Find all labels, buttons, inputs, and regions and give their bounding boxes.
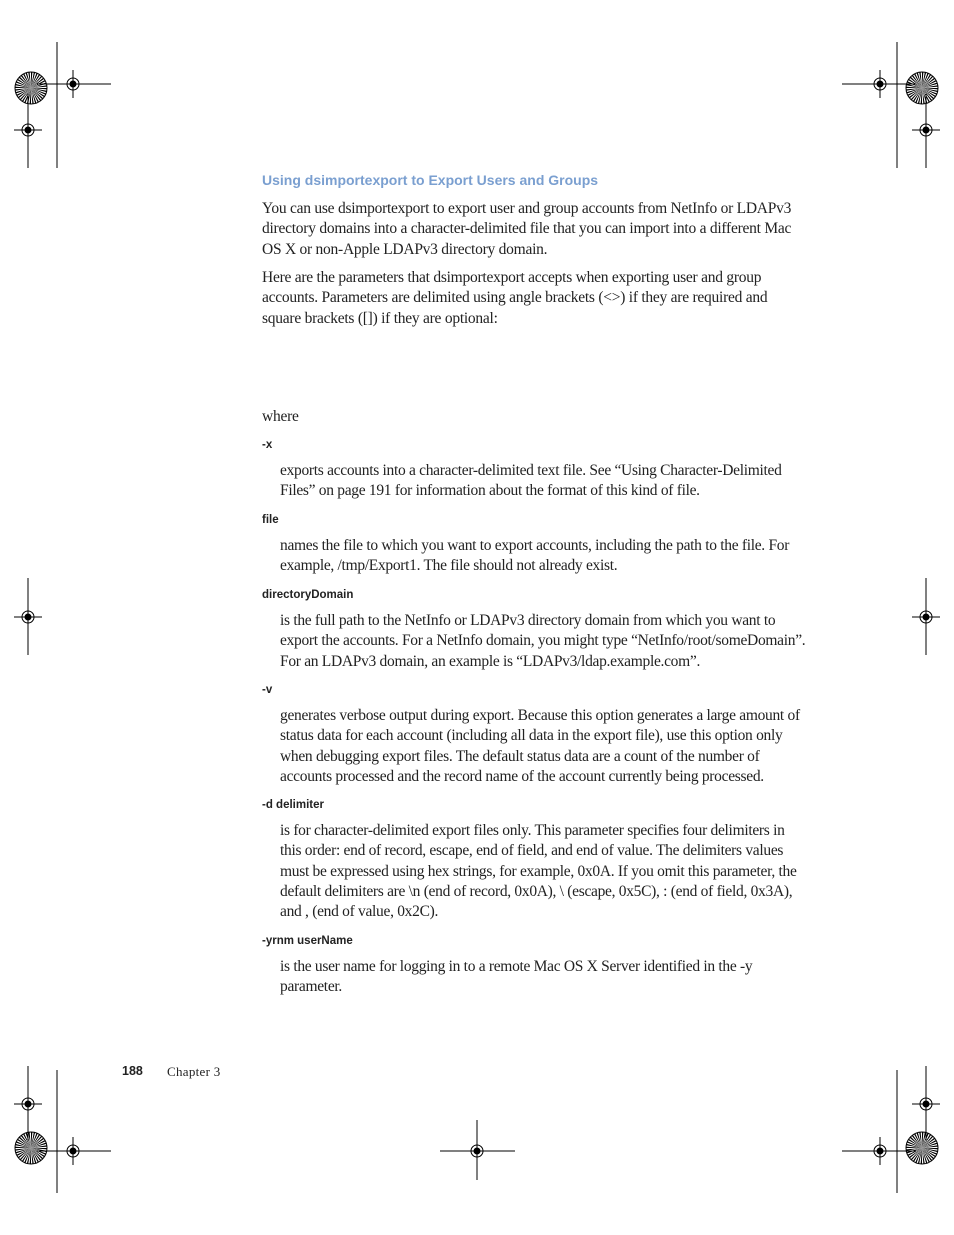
page-number: 188 (122, 1064, 143, 1078)
chapter-label: Chapter 3 (167, 1064, 221, 1079)
param-term-file: file (262, 514, 279, 526)
param-term-username: -yrnm userName (262, 935, 353, 947)
param-term-directory-domain: directoryDomain (262, 589, 354, 601)
param-desc-file: names the file to which you want to export accounts, including the path to the file. For example, /tmp/Export1. The file should not already exist. (280, 537, 790, 575)
param-desc-v: generates verbose output during export. Because this option generates a large amount of status data for each account (including all data in the export file), use this option only when debugging export files. The default status data are a count of the number of accounts processed and the record name of the account currently being processed. (280, 707, 800, 785)
param-term-v: -v (262, 684, 273, 696)
where-label: where (262, 408, 299, 425)
param-desc-delimiter: is for character-delimited export files only. This parameter specifies four delimiters in this order: end of record, escape, end of field, and end of value. The delimiters values must be expressed using hex strings, for example, 0x0A. If you omit this parameter, the default delimiters are \n (end of record, 0x0A), \ (escape, 0x5C), : (end of field, 0x3A), and , (end of value, 0x2C). (280, 822, 797, 921)
section-heading: Using dsimportexport to Export Users and Groups (262, 172, 599, 188)
param-desc-x: exports accounts into a character-delimited text file. See “Using Character-Delimited Files” on page 191 for information about the format of this kind of file. (280, 462, 782, 500)
intro-paragraph: You can use dsimportexport to export user and group accounts from NetInfo or LDAPv3 directory domains into a character-delimited file that you can import into a different Mac OS X or non-Apple LDAPv3 directory domain. (262, 200, 792, 258)
param-desc-username: is the user name for logging in to a remote Mac OS X Server identified in the -y parameter. (280, 958, 753, 996)
param-term-x: -x (262, 439, 273, 451)
param-desc-directory-domain: is the full path to the NetInfo or LDAPv3 directory domain from which you want to export the accounts. For a NetInfo domain, you might type “NetInfo/root/someDomain”. For an LDAPv3 domain, an example is “LDAPv3/ldap.example.com”. (280, 612, 806, 670)
params-intro-paragraph: Here are the parameters that dsimportexport accepts when exporting user and group accounts. Parameters are delimited using angle brackets (<>) if they are required and square brackets ([]) if they are optional: (262, 269, 768, 327)
param-term-delimiter: -d delimiter (262, 799, 324, 811)
